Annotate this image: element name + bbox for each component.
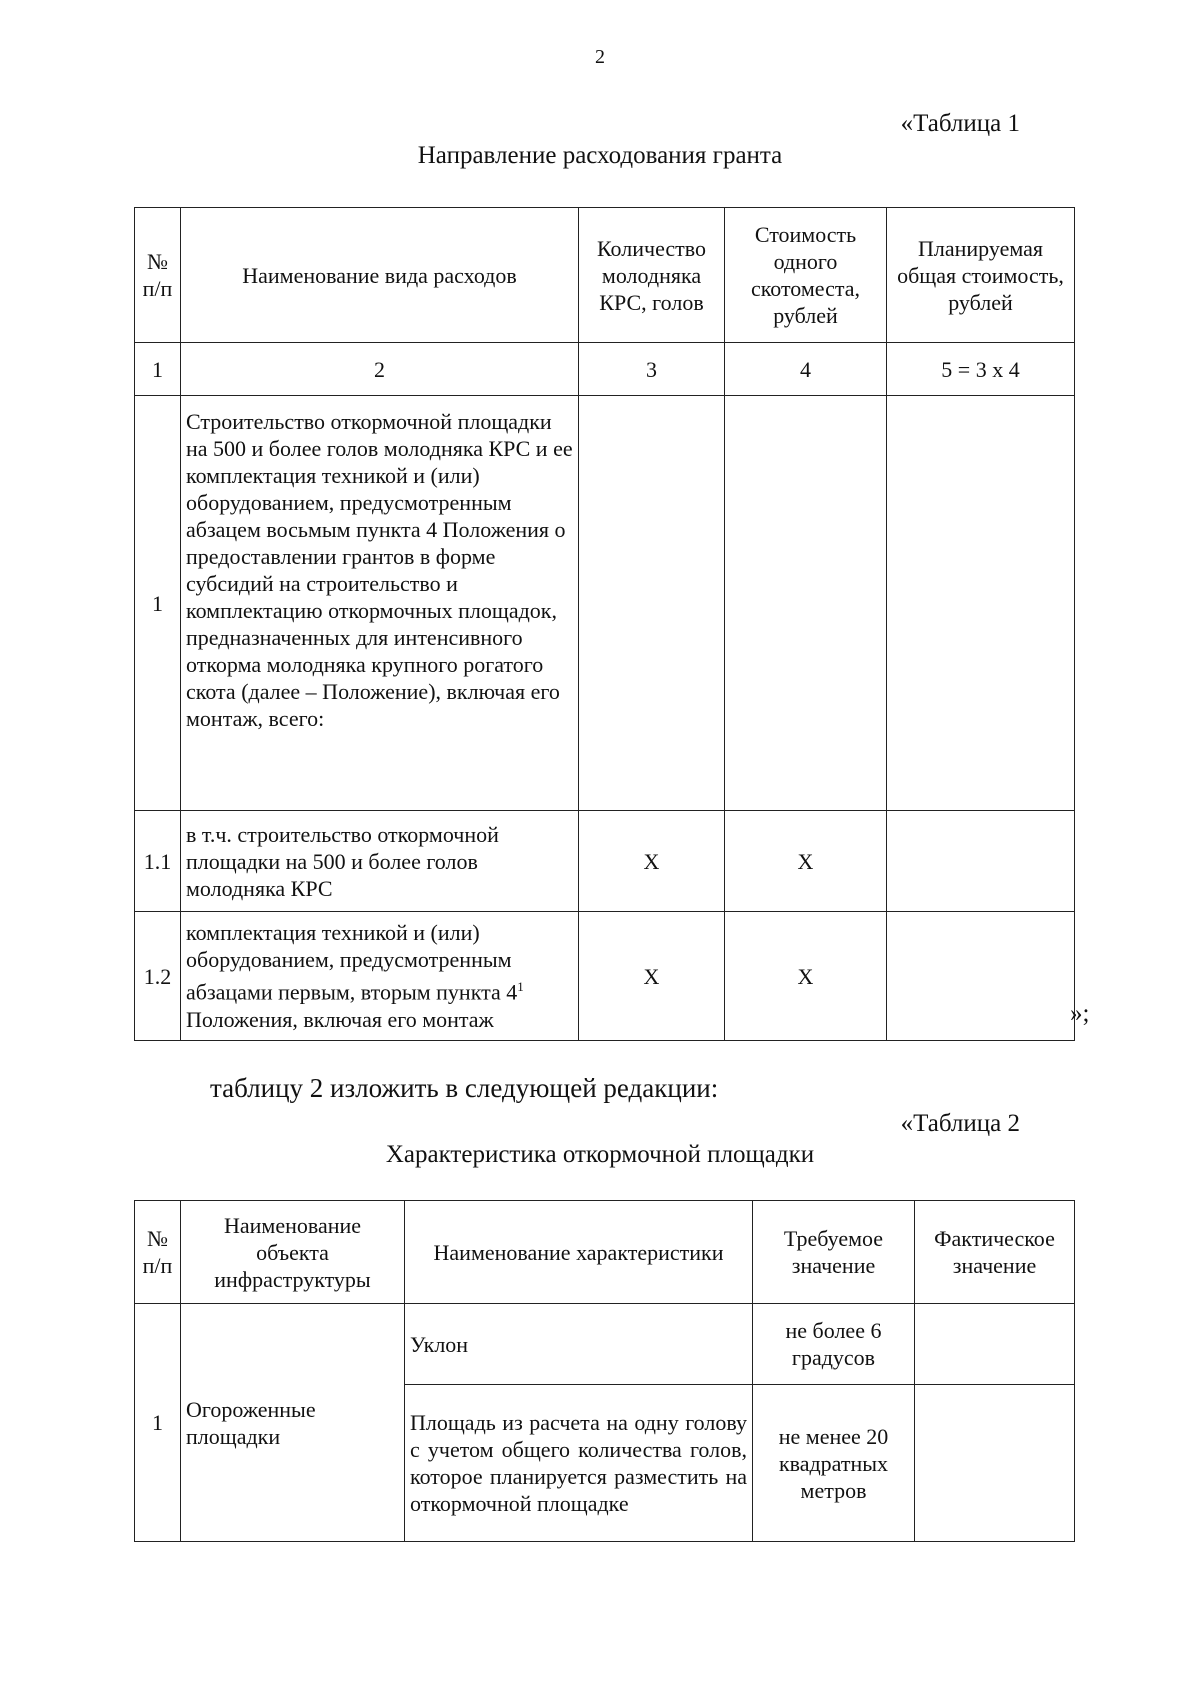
header-required-value: Требуемое значение bbox=[753, 1201, 915, 1304]
column-number: 5 = 3 x 4 bbox=[887, 343, 1075, 396]
header-number: № п/п bbox=[135, 208, 181, 343]
required-value: не более 6 градусов bbox=[753, 1304, 915, 1385]
closing-quote: »; bbox=[1070, 1000, 1090, 1027]
characteristic-name: Площадь из расчета на одну голову с учетом общего количества голов, которое планируется разместить на откормочной площадке bbox=[405, 1385, 753, 1542]
header-unit-cost: Стоимость одного скотоместа, рублей bbox=[725, 208, 887, 343]
column-number: 4 bbox=[725, 343, 887, 396]
header-number: № п/п bbox=[135, 1201, 181, 1304]
header-quantity: Количество молодняка КРС, голов bbox=[579, 208, 725, 343]
table2-header-row bbox=[135, 1201, 1075, 1304]
table-row bbox=[135, 811, 1075, 912]
table1-header-row bbox=[135, 208, 1075, 343]
page-number: 2 bbox=[595, 46, 605, 68]
table-row bbox=[135, 912, 1075, 1041]
expense-name: Строительство откормочной площадки на 500 и более голов молодняка КРС и ее комплектация техникой и (или) оборудованием, предусмотренным абзацем восьмым пункта 4 Положения о предоставлении грантов в форме субсидий на строительство и комплектацию откормочных площадок, предназначенных для интенсивного откорма молодняка крупного рогатого скота (далее – Положение), включая его монтаж, всего: bbox=[181, 396, 579, 811]
table1-label: «Таблица 1 bbox=[900, 110, 1020, 137]
expense-name bbox=[181, 912, 579, 1041]
actual-value bbox=[915, 1304, 1075, 1385]
row-number: 1 bbox=[135, 396, 181, 811]
table-row bbox=[135, 1304, 1075, 1385]
expense-table bbox=[134, 207, 1075, 1041]
row-number: 1.1 bbox=[135, 811, 181, 912]
table1-caption: Направление расходования гранта bbox=[417, 142, 783, 169]
header-object-name: Наименование объекта инфраструктуры bbox=[181, 1201, 405, 1304]
header-total-cost: Планируемая общая стоимость, рублей bbox=[887, 208, 1075, 343]
quantity-cell: X bbox=[579, 811, 725, 912]
total-cost-cell bbox=[887, 811, 1075, 912]
expense-name-main: комплектация техникой и (или) оборудованием, предусмотренным абзацами первым, вторым пункта 4 bbox=[186, 920, 518, 1005]
characteristic-name: Уклон bbox=[405, 1304, 753, 1385]
actual-value bbox=[915, 1385, 1075, 1542]
column-number: 3 bbox=[579, 343, 725, 396]
quantity-cell bbox=[579, 396, 725, 811]
required-value: не менее 20 квадратных метров bbox=[753, 1385, 915, 1542]
column-number: 2 bbox=[181, 343, 579, 396]
table2-label: «Таблица 2 bbox=[900, 1110, 1020, 1137]
quantity-cell: X bbox=[579, 912, 725, 1041]
total-cost-cell bbox=[887, 912, 1075, 1041]
feedlot-characteristics-table bbox=[134, 1200, 1075, 1542]
unit-cost-cell bbox=[725, 396, 887, 811]
footnote-superscript: 1 bbox=[517, 979, 524, 995]
unit-cost-cell: X bbox=[725, 912, 887, 1041]
total-cost-cell bbox=[887, 396, 1075, 811]
expense-name: в т.ч. строительство откормочной площадки на 500 и более голов молодняка КРС bbox=[181, 811, 579, 912]
unit-cost-cell: X bbox=[725, 811, 887, 912]
row-number: 1.2 bbox=[135, 912, 181, 1041]
row-number: 1 bbox=[135, 1304, 181, 1542]
expense-name-tail: Положения, включая его монтаж bbox=[186, 1006, 494, 1032]
table2-caption: Характеристика откормочной площадки bbox=[385, 1141, 815, 1168]
column-number: 1 bbox=[135, 343, 181, 396]
header-characteristic: Наименование характеристики bbox=[405, 1201, 753, 1304]
instruction-text: таблицу 2 изложить в следующей редакции: bbox=[210, 1073, 719, 1103]
column-number-row bbox=[135, 343, 1075, 396]
header-expense-type: Наименование вида расходов bbox=[181, 208, 579, 343]
table-row bbox=[135, 396, 1075, 811]
object-name: Огороженные площадки bbox=[181, 1304, 405, 1542]
header-actual-value: Фактическое значение bbox=[915, 1201, 1075, 1304]
